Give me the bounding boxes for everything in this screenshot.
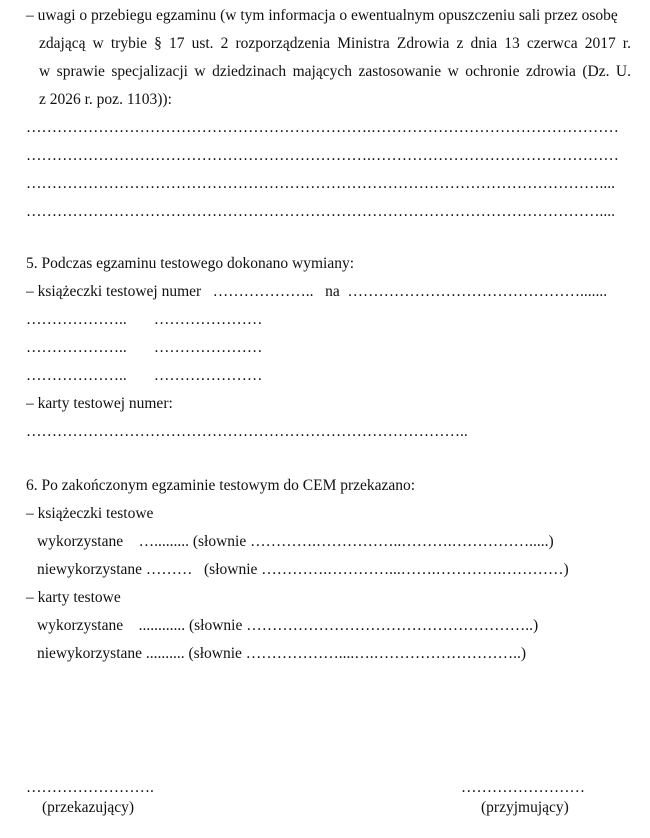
remarks-dot-line-1: ………………………………………………………….…………………………………………: [26, 119, 619, 136]
remarks-dot-line-3: …………………………………………………………………………………………………....: [26, 175, 615, 192]
booklet-exchange-row-2: ……………….. …………………: [26, 339, 263, 356]
handover-signature-label: (przekazujący): [42, 799, 135, 816]
booklets-label: – książeczki testowe: [26, 505, 154, 522]
remarks-line-2: zdającą w trybie § 17 ust. 2 rozporządzenia Ministra Zdrowia z dnia 13 czerwca 2017 r.: [39, 35, 631, 52]
cards-unused-line: niewykorzystane .......... (słownie ………………....….………………………..): [37, 645, 527, 662]
booklet-exchange-line: – książeczki testowej numer ……………….. na ……………………………………….......: [26, 283, 608, 300]
remarks-line-1: – uwagi o przebiegu egzaminu (w tym informacja o ewentualnym opuszczeniu sali przez osobę: [26, 7, 618, 24]
receiver-signature-dots: ……………………: [461, 779, 585, 796]
card-exchange-dots: …………………………………………………………………………..: [26, 423, 468, 440]
booklets-used-line: wykorzystane …......... (słownie ………….……………..……….…………….....): [37, 533, 554, 550]
remarks-line-3: w sprawie specjalizacji w dziedzinach mających zastosowanie w ochronie zdrowia (Dz. U.: [39, 63, 631, 80]
card-exchange-label: – karty testowej numer:: [26, 395, 173, 412]
booklets-unused-line: niewykorzystane ……… (słownie ………….…………...…….………….…………): [37, 561, 569, 578]
remarks-dot-line-4: …………………………………………………………………………………………………....: [26, 203, 615, 220]
section-5-heading: 5. Podczas egzaminu testowego dokonano wymiany:: [26, 255, 355, 272]
section-6-heading: 6. Po zakończonym egzaminie testowym do CEM przekazano:: [26, 477, 416, 494]
cards-label: – karty testowe: [26, 589, 121, 606]
booklet-exchange-row-3: ……………….. …………………: [26, 367, 263, 384]
receiver-signature-label: (przyjmujący): [481, 799, 569, 816]
remarks-line-4: z 2026 r. poz. 1103)):: [39, 91, 172, 108]
booklet-exchange-row-1: ……………….. …………………: [26, 311, 263, 328]
cards-used-line: wykorzystane ............ (słownie ………………………………………………..): [37, 617, 539, 634]
remarks-dot-line-2: ………………………………………………………….…………………………………………: [26, 147, 619, 164]
handover-signature-dots: …………………….: [26, 779, 154, 796]
